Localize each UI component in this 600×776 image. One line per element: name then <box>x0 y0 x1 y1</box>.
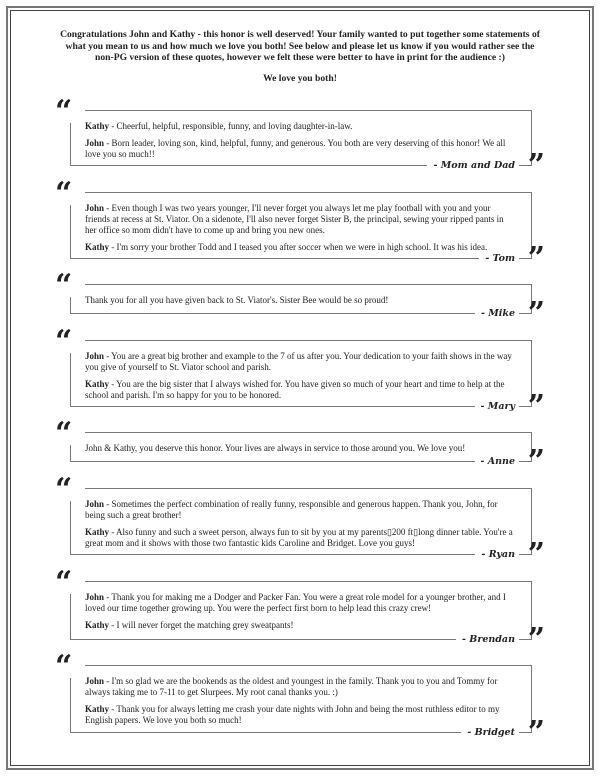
quote-paragraph <box>85 203 517 236</box>
open-quote-icon: “ <box>55 652 85 678</box>
quote-attribution: - Mike <box>475 308 519 320</box>
quote-block <box>55 472 545 572</box>
quote-block <box>55 565 545 657</box>
recipient-name: Kathy <box>85 620 110 630</box>
quote-text: - You are the big sister that I always wished for. You have given so much of your heart and time to help at the school and parish. I'm so happy for you to be honored. <box>85 379 505 400</box>
close-quote-icon: ” <box>527 296 545 331</box>
quote-paragraph <box>85 443 517 454</box>
quote-paragraph <box>85 620 517 631</box>
quote-paragraph <box>85 499 517 521</box>
open-quote-icon: “ <box>55 97 85 123</box>
quote-body <box>71 285 531 306</box>
quote-body <box>71 582 531 631</box>
close-quote-icon: ” <box>527 715 545 750</box>
quote-paragraph <box>85 527 517 549</box>
quote-block <box>55 94 545 183</box>
quote-block <box>55 416 545 479</box>
quote-attribution: - Ryan <box>475 549 519 561</box>
quote-body <box>71 341 531 401</box>
quote-text: - I will never forget the matching grey sweatpants! <box>109 620 294 630</box>
quote-text: - Thank you for making me a Dodger and Packer Fan. You were a great role model for a younger brother, and I loved our time together growing up. You were the perfect first born to help lead this crazy crew! <box>85 592 506 613</box>
quote-paragraph <box>85 704 517 726</box>
quote-text: - Born leader, loving son, kind, helpful, funny, and generous. You both are very deserving of this honor! We all love you so much!! <box>85 138 506 159</box>
open-quote-icon: “ <box>55 179 85 205</box>
quote-attribution: - Tom <box>479 253 519 265</box>
recipient-name: John <box>85 676 105 686</box>
recipient-name: John <box>85 351 105 361</box>
closing-text: We love you both! <box>263 73 337 84</box>
close-quote-icon: ” <box>527 444 545 479</box>
open-quote-icon: “ <box>55 327 85 353</box>
quote-text: - Cheerful, helpful, responsible, funny, and loving daughter-in-law. <box>109 121 353 131</box>
quote-block <box>55 268 545 331</box>
close-quote-icon: ” <box>527 622 545 657</box>
quote-body <box>71 193 531 253</box>
open-quote-icon: “ <box>55 419 85 445</box>
recipient-name: Kathy <box>85 121 110 131</box>
recipient-name: John <box>85 203 105 213</box>
close-quote-icon: ” <box>527 537 545 572</box>
quote-body <box>71 666 531 726</box>
quote-block <box>55 176 545 276</box>
quote-paragraph <box>85 676 517 698</box>
open-quote-icon: “ <box>55 271 85 297</box>
quote-paragraph <box>85 121 517 132</box>
quote-text: - I'm so glad we are the bookends as the oldest and youngest in the family. Thank you to you and Tommy for always taking me to 7-11 to get Slurpees. My root canal thanks you. :) <box>85 676 498 697</box>
open-quote-icon: “ <box>55 475 85 501</box>
quote-text: John & Kathy, you deserve this honor. Your lives are always in service to those around you. We love you! <box>85 443 466 453</box>
close-quote-icon: ” <box>527 148 545 183</box>
quote-attribution: - Bridget <box>461 727 519 739</box>
intro-text: Congratulations John and Kathy - this honor is well deserved! Your family wanted to put together some statements of what you mean to us and how much we love you both! See below and please let us know if you would rather see the non-PG version of these quotes, however we felt these were better to have in print for the audience :) <box>60 29 540 63</box>
close-quote-icon: ” <box>527 389 545 424</box>
quote-attribution: - Mom and Dad <box>427 160 519 172</box>
recipient-name: Kathy <box>85 527 110 537</box>
open-quote-icon: “ <box>55 568 85 594</box>
quote-text: - Also funny and such a sweet person, always fun to sit by you at my parents▯200 ft▯long dinner table. You're a great mom and it shows with those two fantastic kids Caroline and Bridget. Love you guys! <box>85 527 513 548</box>
quote-paragraph <box>85 295 517 306</box>
quote-text: - Thank you for always letting me crash your date nights with John and being the most ruthless editor to my English papers. We love you both so much! <box>85 704 500 725</box>
close-quote-icon: ” <box>527 241 545 276</box>
quote-text: - I'm sorry your brother Todd and I teased you after soccer when we were in high school. It was his idea. <box>109 242 488 252</box>
quote-paragraph <box>85 379 517 401</box>
recipient-name: Kathy <box>85 704 110 714</box>
quote-text: - Even though I was two years younger, I'll never forget you always let me play football with you and your friends at recess at St. Viator. On a sidenote, I'll also never forget Sister B, the principal, sewing your ripped pants in her office so mom didn't have to come up and bring you new ones. <box>85 203 504 235</box>
quote-body <box>71 489 531 549</box>
quote-paragraph <box>85 351 517 373</box>
quote-text: - Sometimes the perfect combination of really funny, responsible and generous happen. Thank you, John, for being such a great brother! <box>85 499 498 520</box>
recipient-name: John <box>85 499 105 509</box>
quote-text: Thank you for all you have given back to St. Viator's. Sister Bee would be so proud! <box>85 295 389 305</box>
quote-body <box>71 111 531 160</box>
recipient-name: John <box>85 138 105 148</box>
quote-attribution: - Mary <box>475 401 519 413</box>
quote-text: - You are a great big brother and example to the 7 of us after you. Your dedication to your faith shows in the way you give of yourself to St. Viator school and parish. <box>85 351 512 372</box>
quote-attribution: - Anne <box>475 456 519 468</box>
quote-paragraph <box>85 242 517 253</box>
quote-paragraph <box>85 138 517 160</box>
recipient-name: Kathy <box>85 379 110 389</box>
quote-body <box>71 433 531 454</box>
quote-attribution: - Brendan <box>456 634 519 646</box>
quote-paragraph <box>85 592 517 614</box>
quote-block <box>55 324 545 424</box>
quote-block <box>55 649 545 750</box>
recipient-name: John <box>85 592 105 602</box>
recipient-name: Kathy <box>85 242 110 252</box>
